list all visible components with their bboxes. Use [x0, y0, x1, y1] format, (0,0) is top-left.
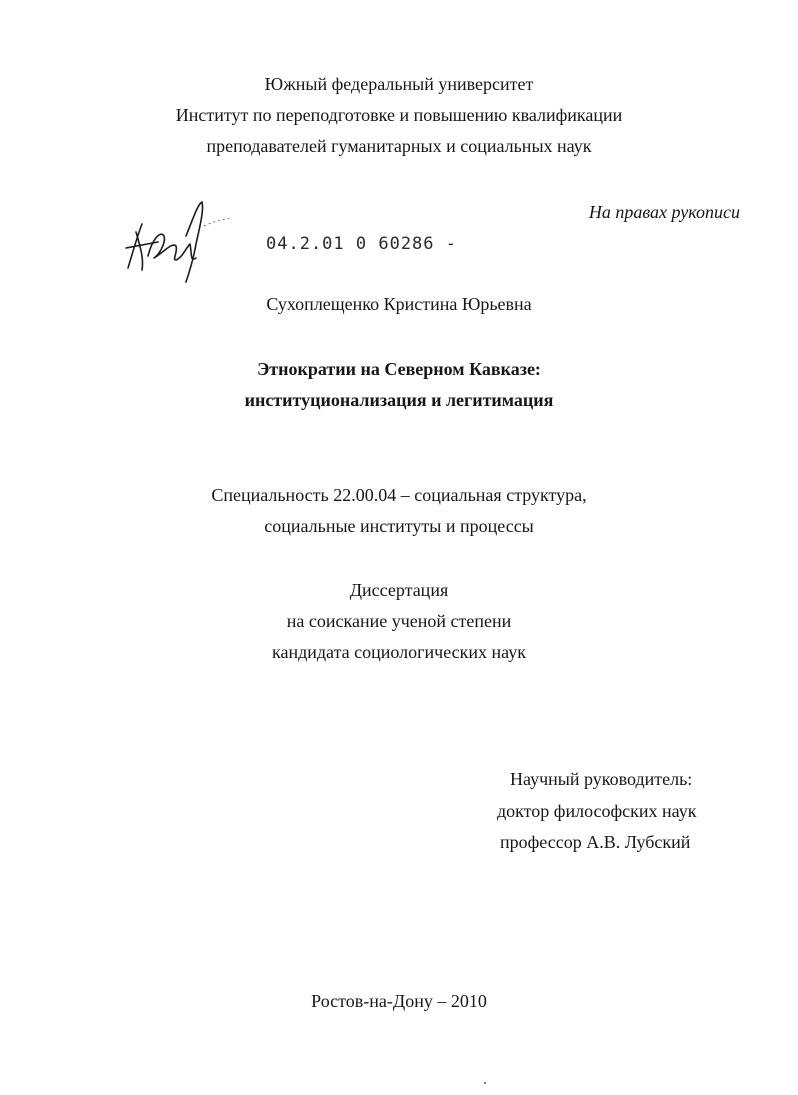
- supervisor-degree: доктор философских наук: [497, 801, 697, 821]
- title-line-1: Этнократии на Северном Кавказе:: [257, 359, 541, 379]
- author-name: Сухоплещенко Кристина Юрьевна: [266, 294, 532, 314]
- institute-line-2: преподавателей гуманитарных и социальных наук: [206, 136, 592, 156]
- supervisor-label: Научный руководитель:: [510, 769, 693, 789]
- degree-line-1: Диссертация: [349, 580, 449, 600]
- manuscript-note: На правах рукописи: [588, 202, 740, 222]
- degree-line-3: кандидата социологических наук: [272, 642, 526, 662]
- place-year: Ростов-на-Дону – 2010: [311, 991, 487, 1011]
- supervisor-name: профессор А.В. Лубский: [500, 832, 691, 852]
- degree-line-2: на соискание ученой степени: [286, 611, 512, 631]
- university-name: Южный федеральный университет: [264, 74, 534, 94]
- registration-stamp: 04.2.01 0 60286 -: [266, 234, 457, 254]
- scan-speck: [484, 1082, 486, 1084]
- specialty-line-2: социальные институты и процессы: [264, 516, 534, 536]
- title-line-2: институционализация и легитимация: [244, 390, 554, 410]
- institute-line-1: Институт по переподготовке и повышению квалификации: [175, 105, 623, 125]
- handwritten-signature: [120, 196, 240, 286]
- specialty-line-1: Специальность 22.00.04 – социальная структура,: [211, 485, 587, 505]
